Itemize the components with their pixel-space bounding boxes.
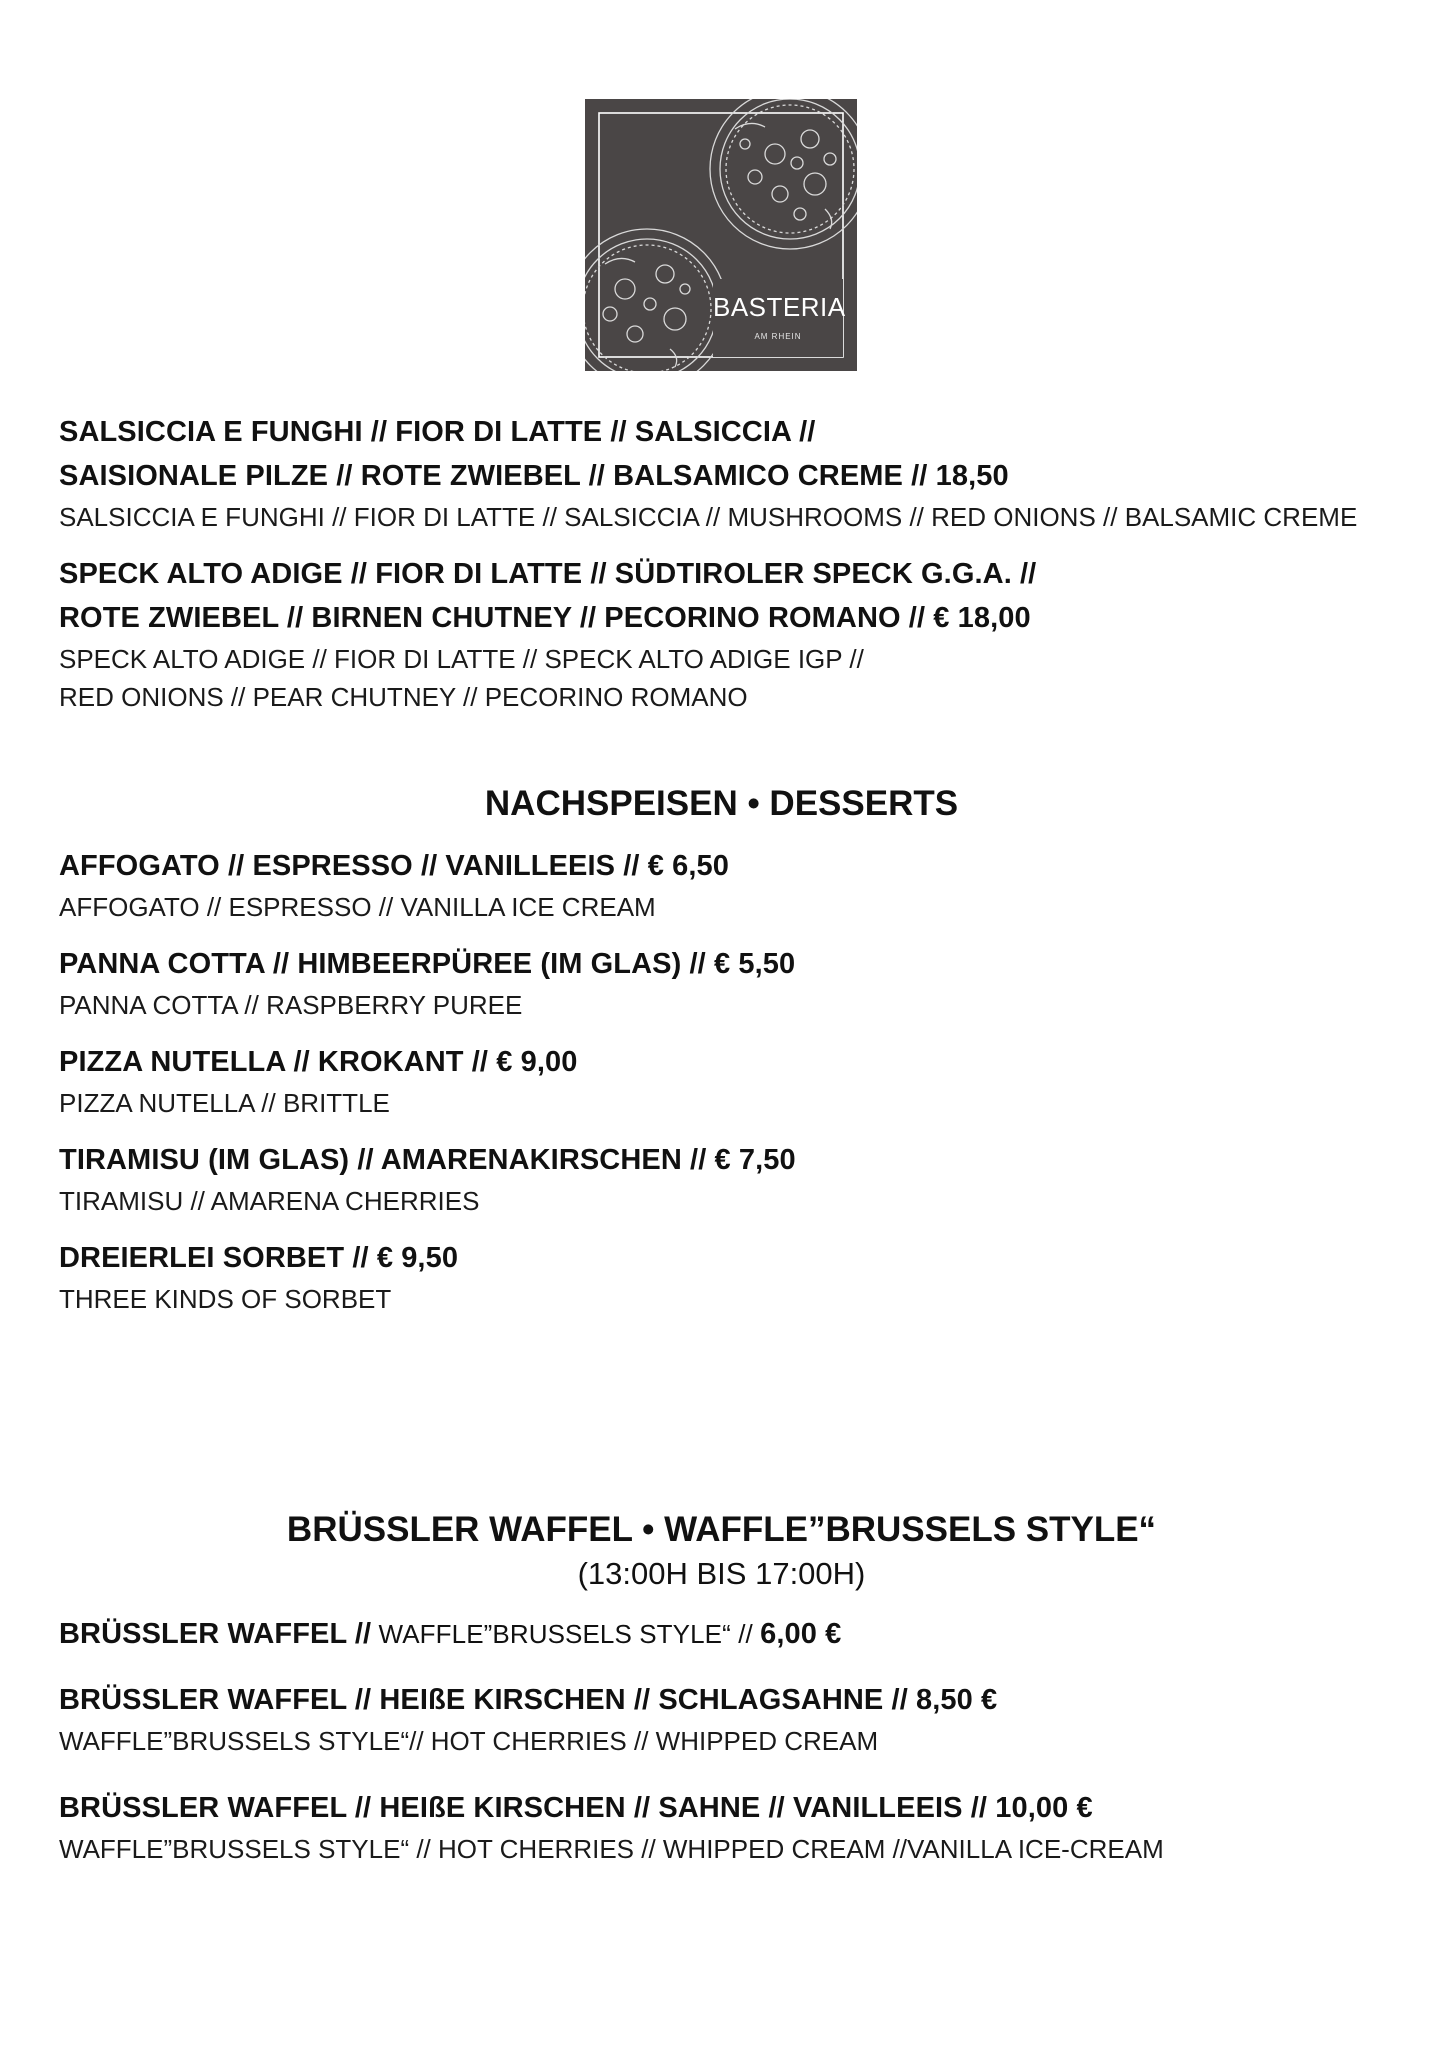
waffle-name: BRÜSSLER WAFFEL // <box>59 1618 372 1650</box>
logo-title: BASTERIA <box>713 292 846 322</box>
dessert-item <box>59 942 1389 1024</box>
waffle-item <box>59 1786 1389 1868</box>
dessert-item <box>59 1040 1389 1122</box>
item-translation: SPECK ALTO ADIGE // FIOR DI LATTE // SPECK ALTO ADIGE IGP // <box>59 644 864 674</box>
item-translation: RED ONIONS // PEAR CHUTNEY // PECORINO ROMANO <box>59 682 748 712</box>
dessert-item <box>59 844 1389 926</box>
item-title-line: SALSICCIA E FUNGHI // FIOR DI LATTE // SALSICCIA // <box>59 416 816 448</box>
logo-subtitle: AM RHEIN <box>754 332 802 341</box>
waffle-price: 6,00 € <box>760 1618 842 1650</box>
waffle-item <box>59 1612 1389 1656</box>
item-translation: TIRAMISU // AMARENA CHERRIES <box>59 1186 480 1216</box>
section-heading-waffles: BRÜSSLER WAFFEL • WAFFLE”BRUSSELS STYLE“ <box>286 1510 1157 1549</box>
item-title: PANNA COTTA // HIMBEERPÜREE (IM GLAS) // € 5,50 <box>59 948 796 980</box>
item-title: PIZZA NUTELLA // KROKANT // € 9,00 <box>59 1046 578 1078</box>
waffle-hours: (13:00H BIS 17:00H) <box>577 1556 866 1591</box>
item-title: TIRAMISU (IM GLAS) // AMARENAKIRSCHEN // € 7,50 <box>59 1144 796 1176</box>
item-translation: PANNA COTTA // RASPBERRY PUREE <box>59 990 523 1020</box>
item-translation: THREE KINDS OF SORBET <box>59 1284 392 1314</box>
item-title-line: SPECK ALTO ADIGE // FIOR DI LATTE // SÜDTIROLER SPECK G.G.A. // <box>59 558 1037 590</box>
dessert-item <box>59 1138 1389 1220</box>
menu-item-speck <box>59 552 1389 716</box>
item-title <box>59 1612 1389 1656</box>
waffle-item <box>59 1678 1389 1760</box>
item-translation: SALSICCIA E FUNGHI // FIOR DI LATTE // SALSICCIA // MUSHROOMS // RED ONIONS // BALSAMIC CREME <box>59 502 1358 532</box>
item-translation: WAFFLE”BRUSSELS STYLE“ // HOT CHERRIES // WHIPPED CREAM //VANILLA ICE-CREAM <box>59 1834 1164 1864</box>
menu-item-salsiccia <box>59 410 1389 536</box>
item-title-line: SAISIONALE PILZE // ROTE ZWIEBEL // BALSAMICO CREME // 18,50 <box>59 460 1009 492</box>
dessert-item <box>59 1236 1389 1318</box>
item-translation: AFFOGATO // ESPRESSO // VANILLA ICE CREAM <box>59 892 656 922</box>
item-title-line: ROTE ZWIEBEL // BIRNEN CHUTNEY // PECORINO ROMANO // € 18,00 <box>59 602 1031 634</box>
item-title: BRÜSSLER WAFFEL // HEIßE KIRSCHEN // SCHLAGSAHNE // 8,50 € <box>59 1684 998 1716</box>
item-title: AFFOGATO // ESPRESSO // VANILLEEIS // € 6,50 <box>59 850 729 882</box>
item-translation: PIZZA NUTELLA // BRITTLE <box>59 1088 390 1118</box>
waffle-translation: WAFFLE”BRUSSELS STYLE“ // <box>371 1619 761 1649</box>
item-title: BRÜSSLER WAFFEL // HEIßE KIRSCHEN // SAHNE // VANILLEEIS // 10,00 € <box>59 1792 1093 1824</box>
section-heading-desserts: NACHSPEISEN • DESSERTS <box>484 784 959 823</box>
menu-content <box>59 410 1389 1868</box>
basteria-logo <box>585 99 857 371</box>
pizza-illustration <box>585 99 857 371</box>
item-title: DREIERLEI SORBET // € 9,50 <box>59 1242 459 1274</box>
item-translation: WAFFLE”BRUSSELS STYLE“// HOT CHERRIES // WHIPPED CREAM <box>59 1726 879 1756</box>
